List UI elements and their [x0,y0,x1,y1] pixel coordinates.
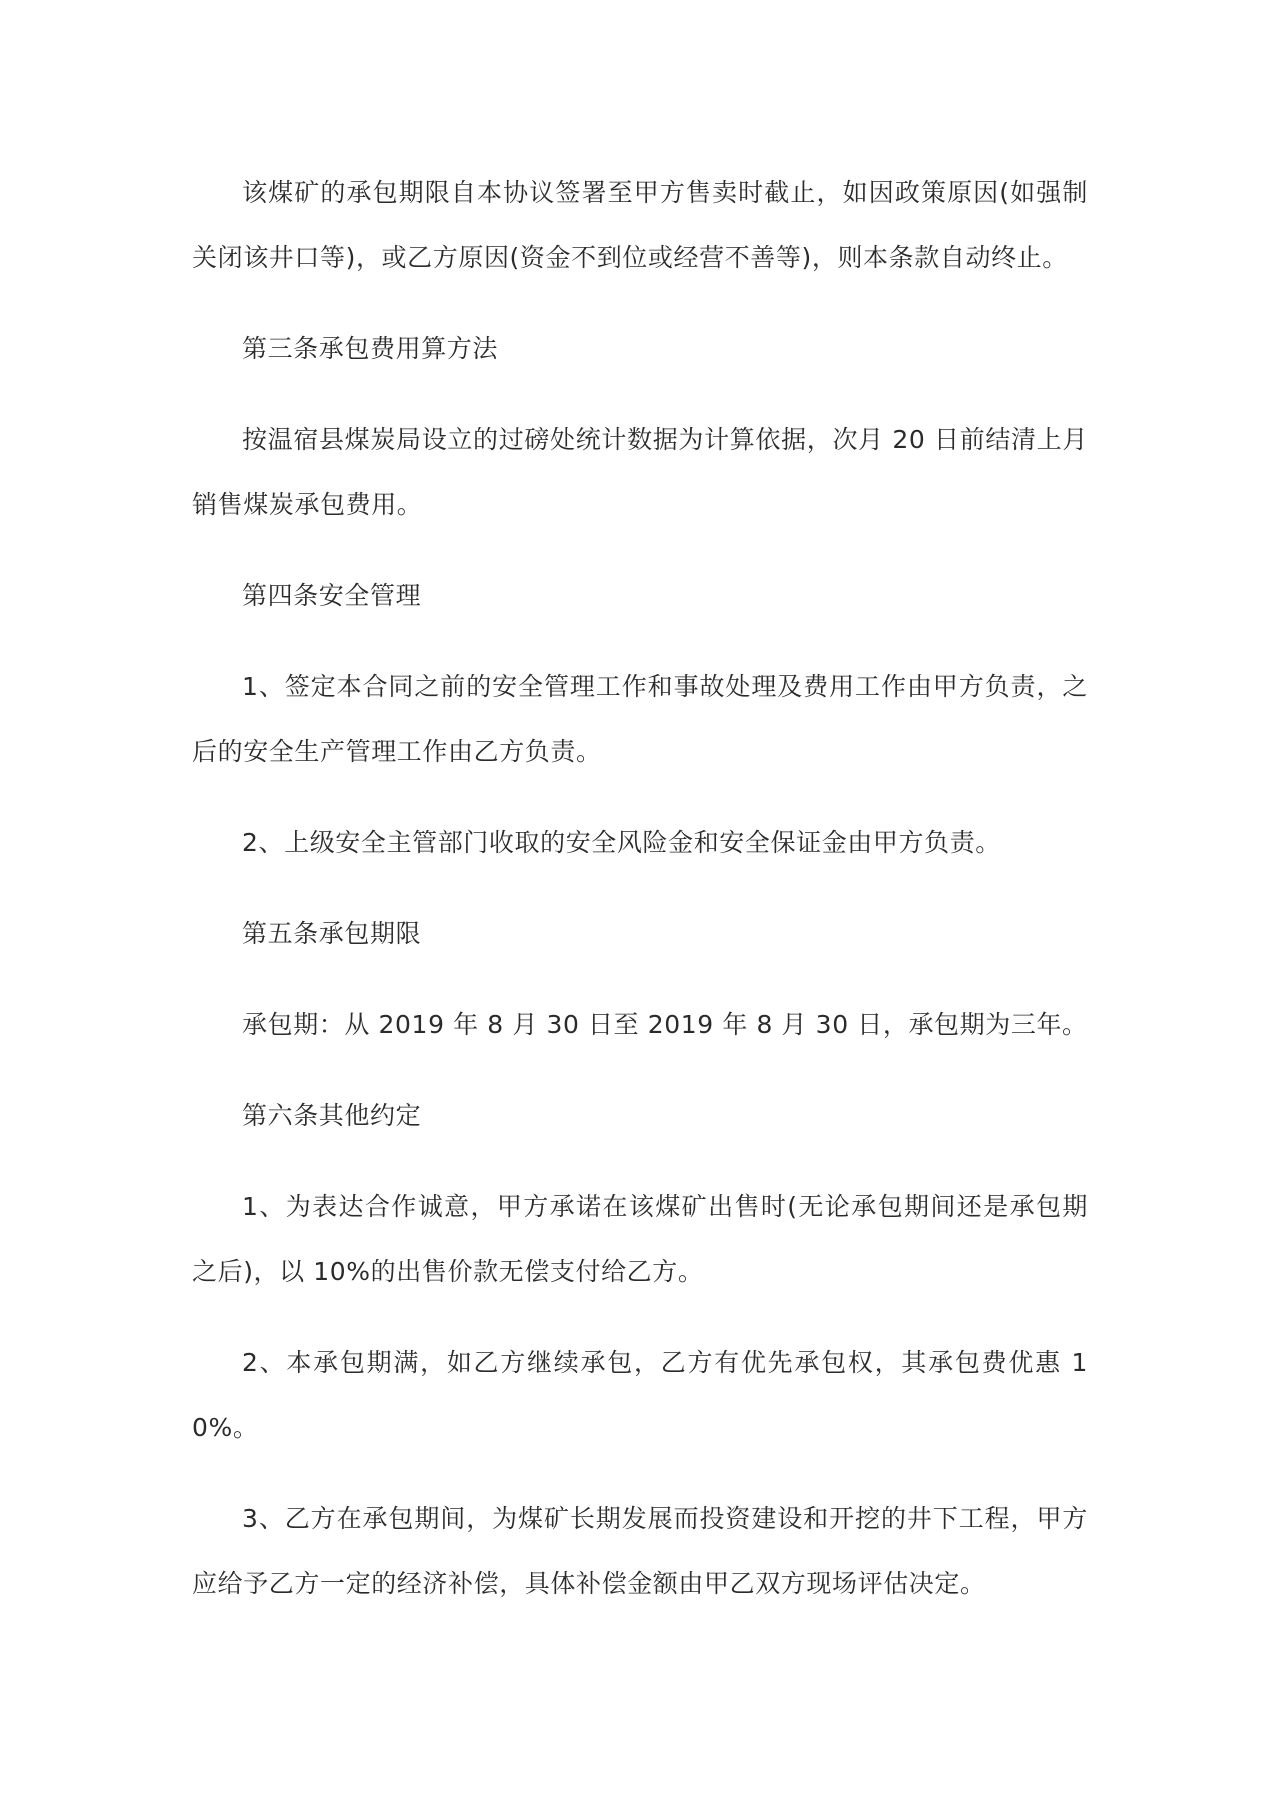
paragraph-safety-2: 2、上级安全主管部门收取的安全风险金和安全保证金由甲方负责。 [242,828,1001,857]
heading-article-4: 第四条安全管理 [242,581,422,610]
paragraph-contract-term: 该煤矿的承包期限自本协议签署至甲方售卖时截止，如因政策原因(如强制关闭该井口等)，或乙方原因(资金不到位或经营不善等)，则本条款自动终止。 [192,178,1088,272]
heading-article-5: 第五条承包期限 [242,919,422,948]
heading-article-3: 第三条承包费用算方法 [242,334,499,363]
paragraph-contract-period: 承包期：从 2019 年 8 月 30 日至 2019 年 8 月 30 日，承包期为三年。 [242,1010,1088,1039]
paragraph-safety-1: 1、签定本合同之前的安全管理工作和事故处理及费用工作由甲方负责，之后的安全生产管理工作由乙方负责。 [192,672,1088,766]
paragraph-other-2: 2、本承包期满，如乙方继续承包，乙方有优先承包权，其承包费优惠 10%。 [192,1348,1088,1442]
paragraph-other-1: 1、为表达合作诚意，甲方承诺在该煤矿出售时(无论承包期间还是承包期之后)，以 10%的出售价款无偿支付给乙方。 [192,1192,1088,1286]
heading-article-6: 第六条其他约定 [242,1101,422,1130]
document-body [192,160,1088,1642]
paragraph-other-3: 3、乙方在承包期间，为煤矿长期发展而投资建设和开挖的井下工程，甲方应给予乙方一定的经济补偿，具体补偿金额由甲乙双方现场评估决定。 [192,1504,1088,1598]
paragraph-fee-calculation: 按温宿县煤炭局设立的过磅处统计数据为计算依据，次月 20 日前结清上月销售煤炭承包费用。 [192,425,1088,519]
